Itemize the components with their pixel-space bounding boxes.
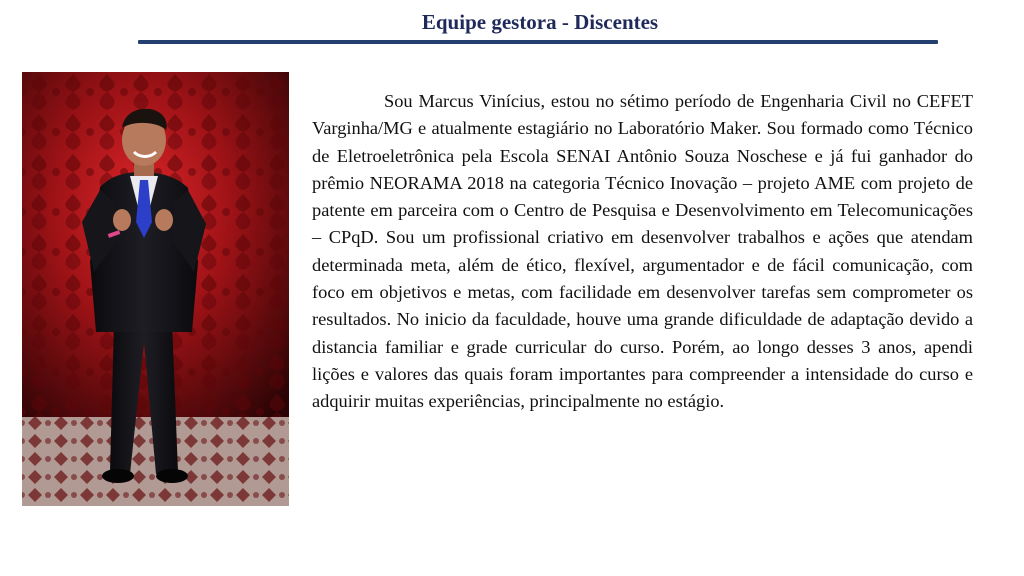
title-underline: [138, 40, 938, 44]
portrait-photo: [22, 72, 289, 506]
bio-paragraph: Sou Marcus Vinícius, estou no sétimo período de Engenharia Civil no CEFET Varginha/MG e atualmente estagiário no Laboratório Maker. Sou formado como Técnico de Eletroeletrônica pela Escola SENAI Antônio Souza Noschese e já fui ganhador do prêmio NEORAMA 2018 na categoria Técnico Inovação – projeto AME com projeto de patente em parceira com o Centro de Pesquisa e Desenvolvimento em Telecomunicações – CPqD. Sou um profissional criativo em desenvolver trabalhos e ações que atendam determinada meta, além de ético, flexível, argumentador e de fácil comunicação, com foco em objetivos e metas, com facilidade em desenvolver tarefas sem comprometer os resultados. No inicio da faculdade, houve uma grande dificuldade de adaptação devido a distancia familiar e grade curricular do curso. Porém, ao longo desses 3 anos, apendi lições e valores das quais foram importantes para compreender a intensidade do curso e adquirir muitas experiências, principalmente no estágio.: [312, 91, 973, 412]
page-title: Equipe gestora - Discentes: [421, 10, 659, 34]
